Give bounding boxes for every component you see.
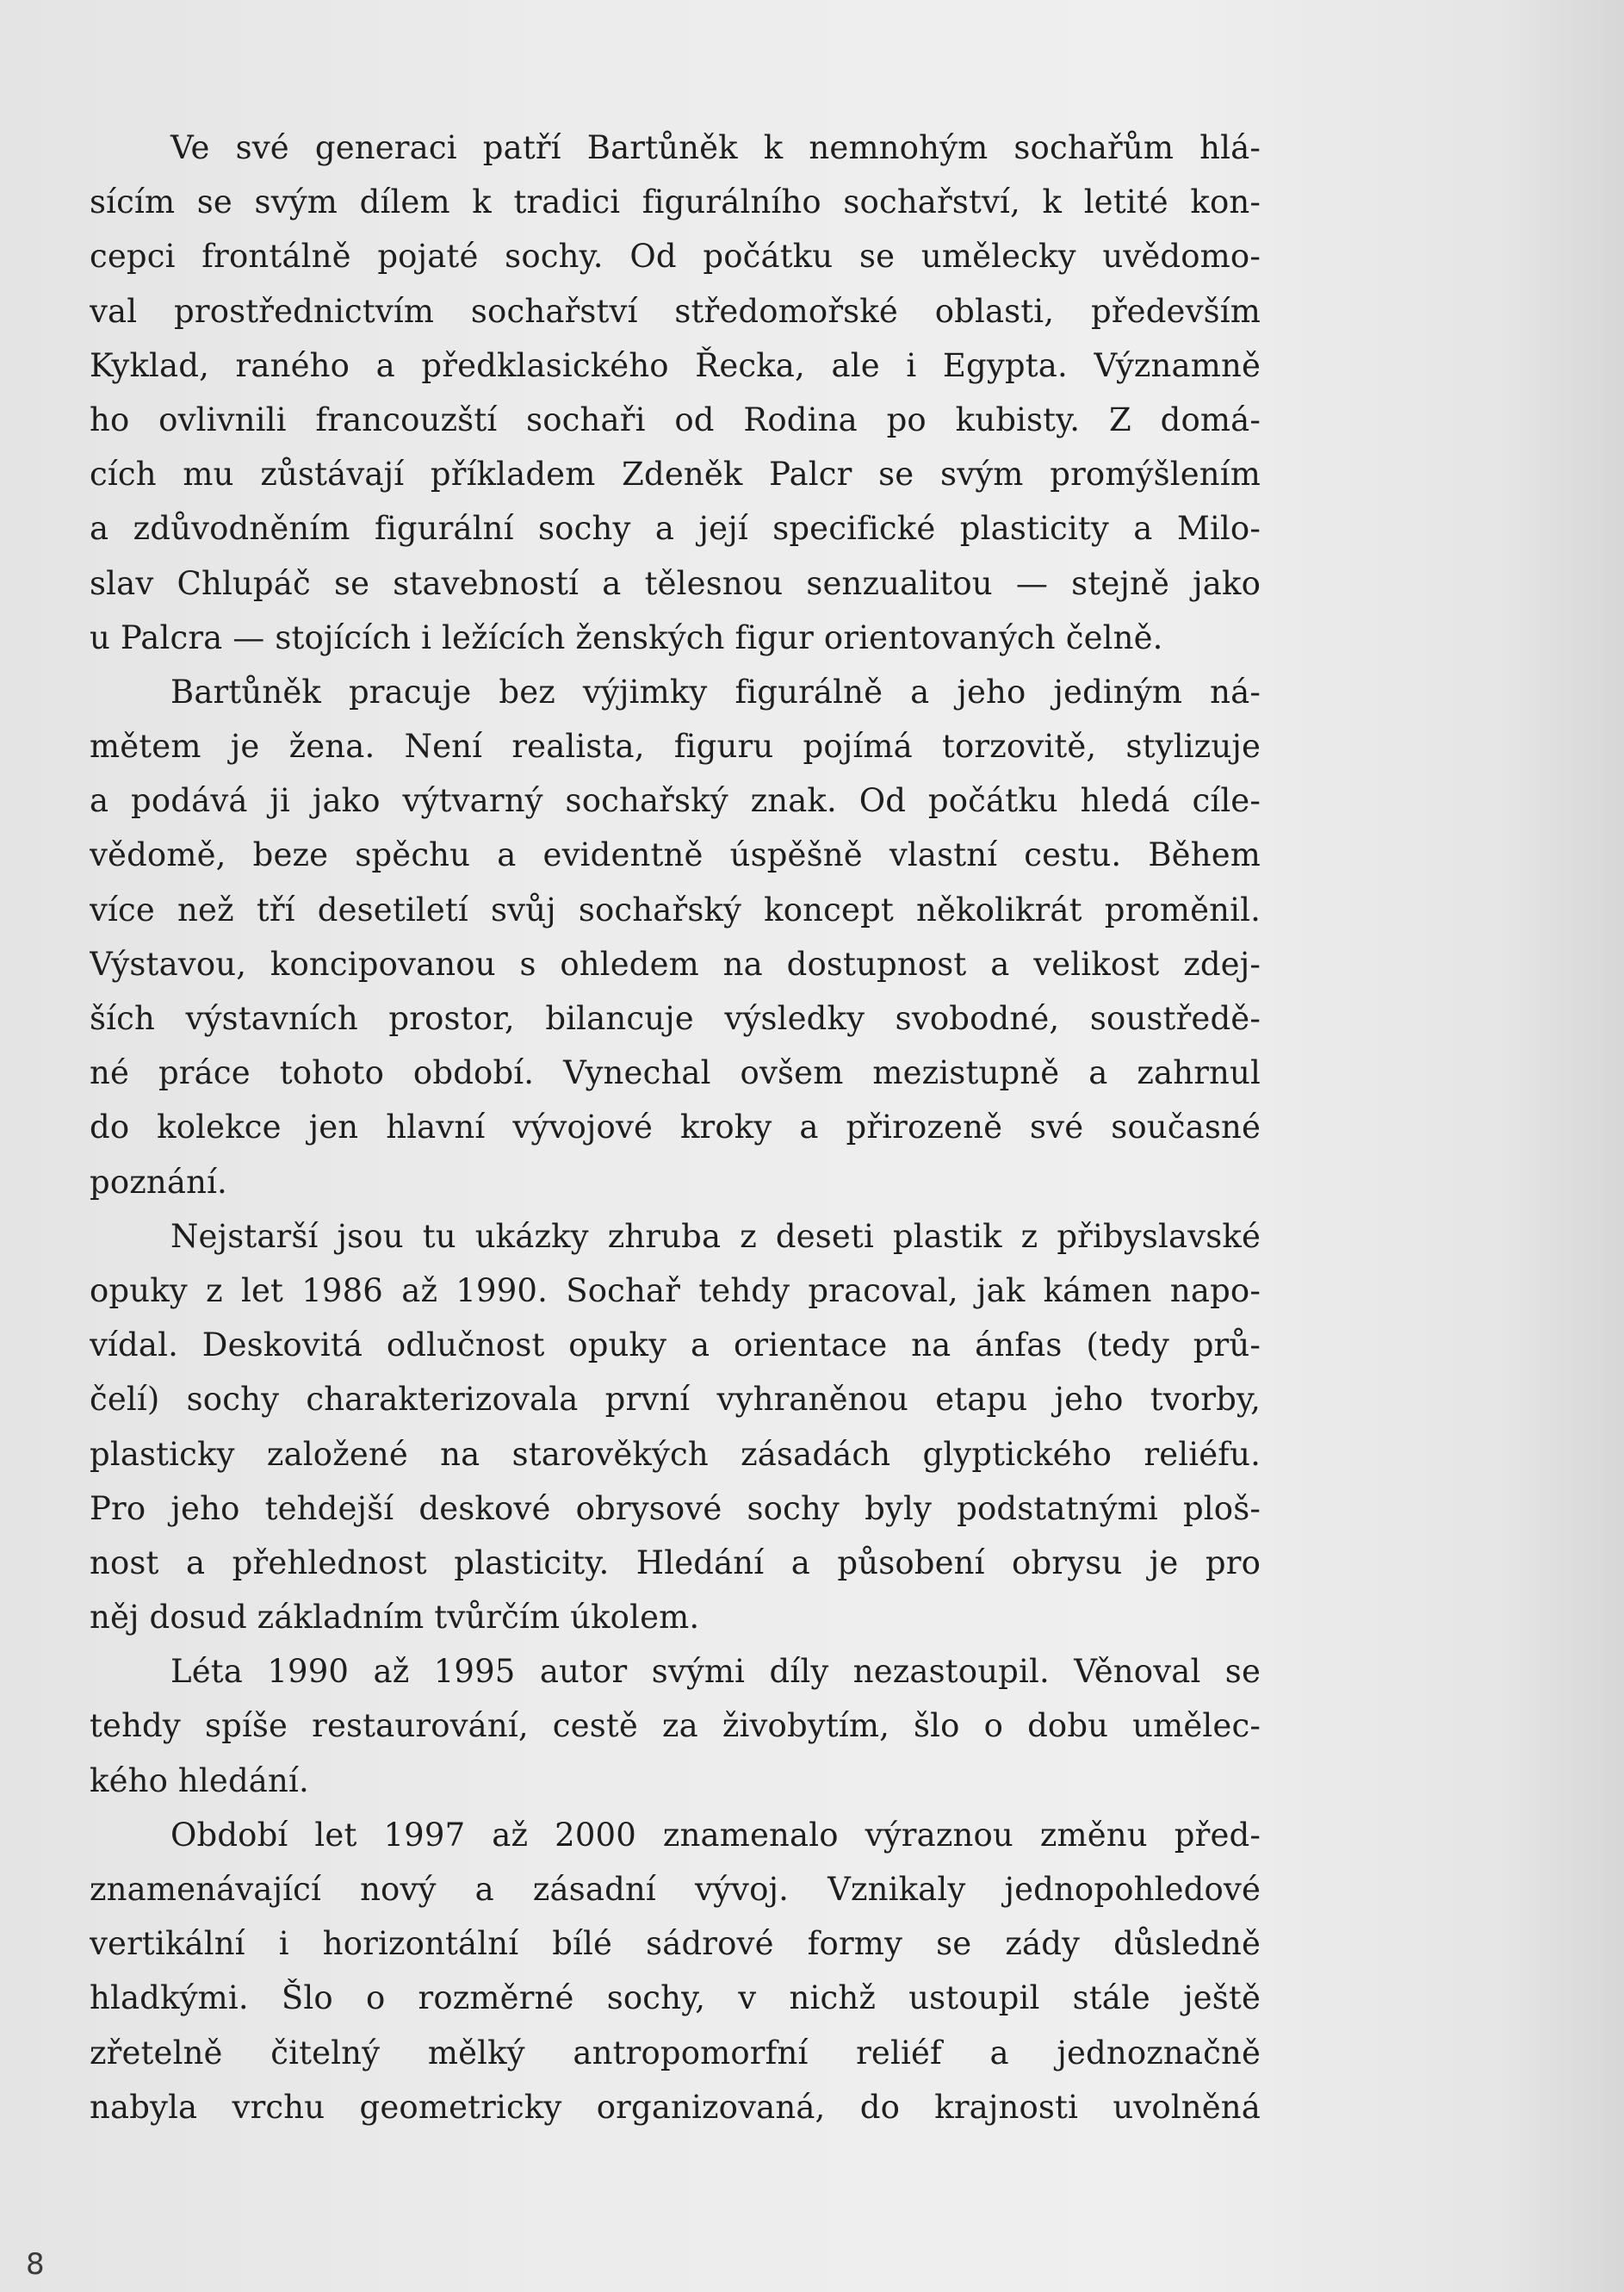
text-line: něj dosud základním tvůrčím úkolem. xyxy=(90,1599,700,1637)
text-line: Období let 1997 až 2000 znamenalo výraznou změnu před- xyxy=(170,1816,1261,1854)
text-line: zřetelně čitelný mělký antropomorfní reliéf a jednoznačně xyxy=(90,2034,1261,2071)
paragraph-1 xyxy=(90,121,1261,665)
paragraph-4 xyxy=(90,1644,1261,1808)
text-line: a zdůvodněním figurální sochy a její specifické plasticity a Milo- xyxy=(90,510,1261,548)
text-line: znamenávající nový a zásadní vývoj. Vznikaly jednopohledové xyxy=(90,1871,1261,1908)
text-line: nabyla vrchu geometricky organizovaná, do krajnosti uvolněná xyxy=(90,2088,1261,2126)
text-line: Léta 1990 až 1995 autor svými díly nezastoupil. Věnoval se xyxy=(170,1653,1261,1691)
text-line: vědomě, beze spěchu a evidentně úspěšně vlastní cestu. Během xyxy=(90,836,1261,874)
text-line: sícím se svým dílem k tradici figurálního sochařství, k letité kon- xyxy=(90,183,1261,221)
body-text xyxy=(90,121,1261,2134)
text-line: cích mu zůstávají příkladem Zdeněk Palcr se svým promýšlením xyxy=(90,456,1261,494)
text-line: Nejstarší jsou tu ukázky zhruba z deseti plastik z přibyslavské xyxy=(170,1217,1261,1255)
text-line: více než tří desetiletí svůj sochařský koncept několikrát proměnil. xyxy=(90,891,1261,929)
text-line: Výstavou, koncipovanou s ohledem na dostupnost a velikost zdej- xyxy=(90,945,1261,983)
text-line: čelí) sochy charakterizovala první vyhraněnou etapu jeho tvorby, xyxy=(90,1381,1261,1419)
text-line: ších výstavních prostor, bilancuje výsledky svobodné, soustředě- xyxy=(90,1000,1261,1037)
text-line: nost a přehlednost plasticity. Hledání a působení obrysu je pro xyxy=(90,1544,1261,1581)
text-line: a podává ji jako výtvarný sochařský znak. Od počátku hledá cíle- xyxy=(90,782,1261,820)
text-line: tehdy spíše restaurování, cestě za živobytím, šlo o dobu umělec- xyxy=(90,1707,1261,1745)
text-line: né práce tohoto období. Vynechal ovšem mezistupně a zahrnul xyxy=(90,1054,1261,1092)
text-line: mětem je žena. Není realista, figuru pojímá torzovitě, stylizuje xyxy=(90,728,1261,766)
text-line: slav Chlupáč se stavebností a tělesnou senzualitou — stejně jako xyxy=(90,564,1261,602)
text-line: vídal. Deskovitá odlučnost opuky a orientace na ánfas (tedy prů- xyxy=(90,1326,1261,1364)
text-line: Ve své generaci patří Bartůněk k nemnohým sochařům hlá- xyxy=(170,129,1261,166)
text-line: plasticky založené na starověkých zásadách glyptického reliéfu. xyxy=(90,1435,1261,1473)
text-line: do kolekce jen hlavní vývojové kroky a přirozeně své současné xyxy=(90,1109,1261,1146)
text-line: poznání. xyxy=(90,1163,227,1201)
paragraph-3 xyxy=(90,1209,1261,1645)
text-line: ho ovlivnili francouzští sochaři od Rodina po kubisty. Z domá- xyxy=(90,401,1261,438)
text-line: cepci frontálně pojaté sochy. Od počátku se umělecky uvědomo- xyxy=(90,238,1261,276)
text-line: Kyklad, raného a předklasického Řecka, ale i Egypta. Významně xyxy=(90,346,1261,384)
text-line: kého hledání. xyxy=(90,1761,309,1799)
text-line: val prostřednictvím sochařství středomořské oblasti, především xyxy=(90,292,1261,330)
text-line: hladkými. Šlo o rozměrné sochy, v nichž ustoupil stále ještě xyxy=(90,1979,1261,2017)
text-line: opuky z let 1986 až 1990. Sochař tehdy pracoval, jak kámen napo- xyxy=(90,1271,1261,1309)
text-line: Bartůněk pracuje bez výjimky figurálně a jeho jediným ná- xyxy=(170,673,1261,711)
text-line: vertikální i horizontální bílé sádrové formy se zády důsledně xyxy=(90,1925,1261,1963)
paragraph-2 xyxy=(90,665,1261,1209)
paragraph-5 xyxy=(90,1808,1261,2134)
text-line: u Palcra — stojících i ležících ženských figur orientovaných čelně. xyxy=(90,618,1163,656)
text-line: Pro jeho tehdejší deskové obrysové sochy byly podstatnými ploš- xyxy=(90,1489,1261,1527)
page-number: 8 xyxy=(26,2247,45,2282)
